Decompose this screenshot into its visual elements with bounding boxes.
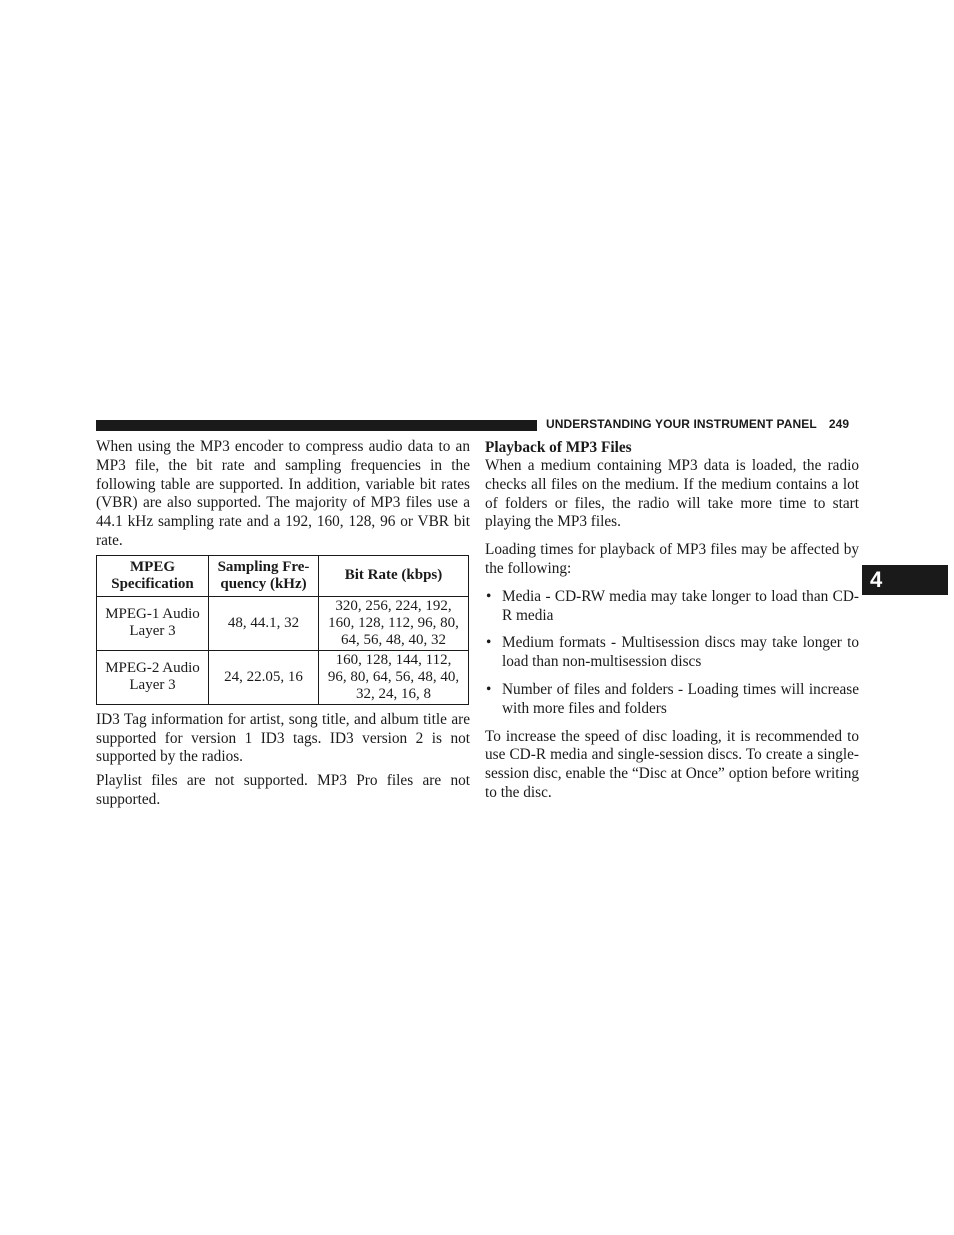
header-rule	[96, 420, 537, 431]
list-item: • Media - CD-RW media may take longer to load than CD-R media	[486, 587, 859, 624]
cell-frequency: 24, 22.05, 16	[209, 650, 319, 704]
section-title: UNDERSTANDING YOUR INSTRUMENT PANEL	[546, 417, 817, 431]
playlist-paragraph: Playlist files are not supported. MP3 Pro files are not supported.	[96, 772, 470, 808]
cell-frequency: 48, 44.1, 32	[209, 596, 319, 650]
id3-paragraph: ID3 Tag information for artist, song title, and album title are supported for version 1 ID3 tags. ID3 version 2 is not supported by the radios.	[96, 710, 470, 766]
right-column	[485, 438, 859, 803]
table-row	[97, 650, 469, 704]
speed-tip-paragraph: To increase the speed of disc loading, it is recommended to use CD-R media and single-session discs. To create a single-session disc, enable the “Disc at Once” option before writing to the disc.	[485, 727, 859, 801]
cell-spec: MPEG-1 Audio Layer 3	[97, 596, 209, 650]
chapter-tab: 4	[862, 565, 948, 595]
table-row	[97, 596, 469, 650]
header-sampling-frequency: Sampling Fre- quency (kHz)	[209, 555, 319, 596]
loading-times-paragraph: Loading times for playback of MP3 files may be affected by the following:	[485, 541, 859, 577]
loading-paragraph: When a medium containing MP3 data is loaded, the radio checks all files on the medium. If the medium contains a lot of folders or files, the radio will take more time to start playing the MP3 files.	[485, 457, 859, 531]
table-header-row	[97, 555, 469, 596]
bullet-icon: •	[486, 587, 492, 605]
left-column	[96, 438, 470, 810]
list-item: • Number of files and folders - Loading times will increase with more files and folders	[486, 680, 859, 717]
cell-spec: MPEG-2 Audio Layer 3	[97, 650, 209, 704]
running-header	[546, 417, 859, 431]
bullet-icon: •	[486, 680, 492, 698]
page-number: 249	[828, 417, 850, 431]
factor-list	[485, 588, 859, 719]
cell-bitrate: 160, 128, 144, 112, 96, 80, 64, 56, 48, 40, 32, 24, 16, 8	[319, 650, 469, 704]
section-heading: Playback of MP3 Files	[485, 439, 632, 456]
header-bit-rate: Bit Rate (kbps)	[319, 555, 469, 596]
cell-bitrate: 320, 256, 224, 192, 160, 128, 112, 96, 80, 64, 56, 48, 40, 32	[319, 596, 469, 650]
intro-paragraph: When using the MP3 encoder to compress audio data to an MP3 file, the bit rate and sampling frequencies in the following table are supported. In addition, variable bit rates (VBR) are also supported. The majority of MP3 files use a 44.1 kHz sampling rate and a 192, 160, 128, 96 or VBR bit rate.	[96, 438, 470, 549]
mp3-format-table	[96, 555, 469, 705]
bullet-icon: •	[486, 634, 492, 652]
header-mpeg-specification: MPEG Specification	[97, 555, 209, 596]
list-item: • Medium formats - Multisession discs may take longer to load than non-multisession discs	[486, 634, 859, 671]
